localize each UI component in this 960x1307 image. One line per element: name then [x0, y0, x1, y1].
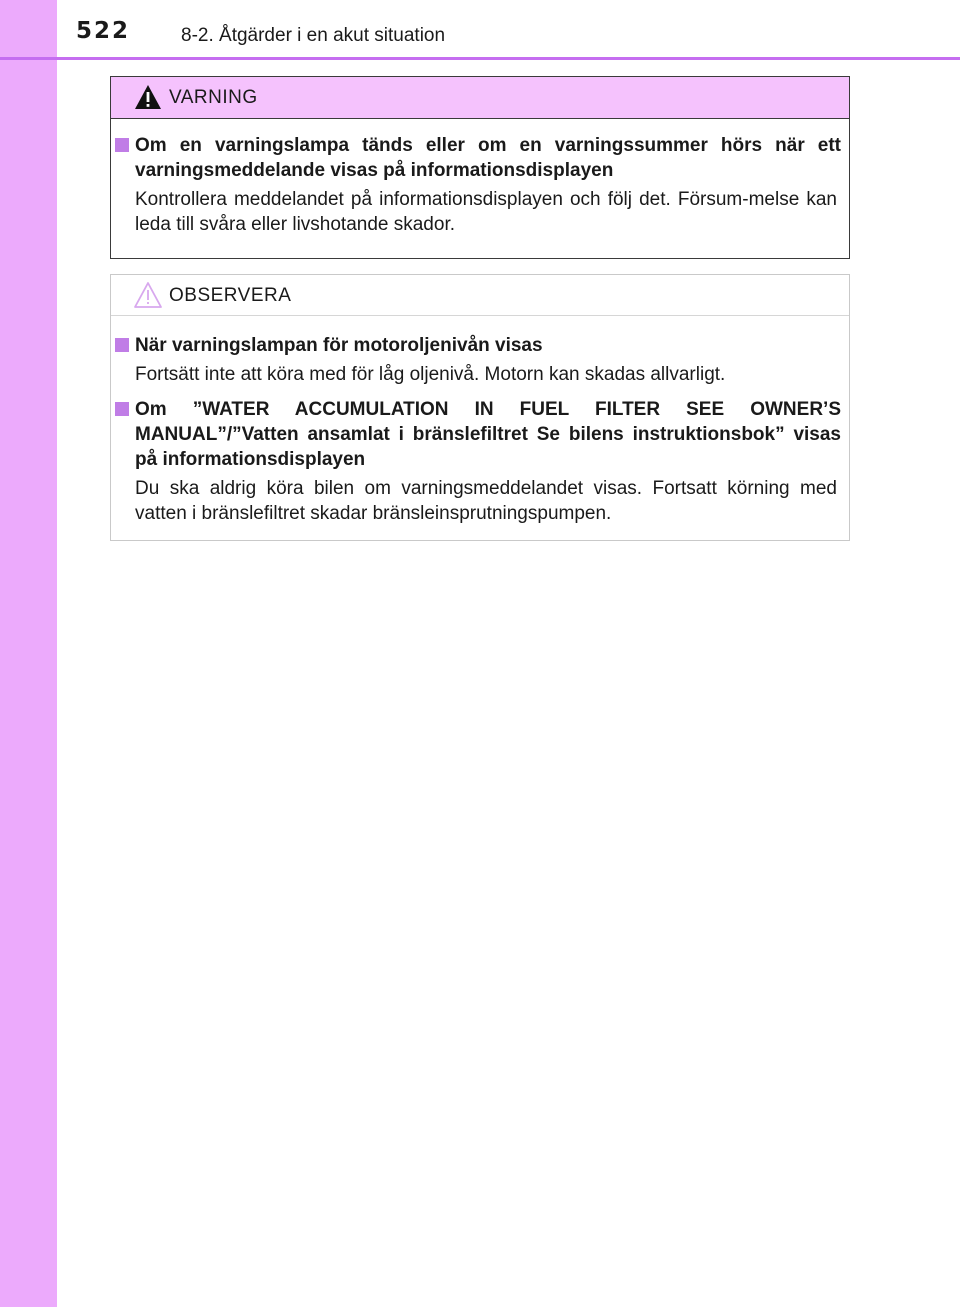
caution-box — [110, 274, 850, 541]
warning-box — [110, 76, 850, 259]
warning-item-title: Om en varningslampa tänds eller om en varningssummer hörs när ett varningsmeddelande visas på informationsdisplayen — [135, 135, 841, 181]
warning-header — [111, 77, 849, 119]
bullet-square-icon — [115, 338, 129, 352]
caution-item-title: Om ”WATER ACCUMULATION IN FUEL FILTER SEE OWNER’S MANUAL”/”Vatten ansamlat i bränslefiltret Se bilens instruktionsbok” visas på informationsdisplayen — [135, 399, 841, 470]
warning-item — [111, 133, 849, 237]
page-number: 522 — [76, 18, 131, 44]
caution-header — [111, 275, 849, 316]
header-divider — [0, 57, 960, 60]
side-color-strip — [0, 0, 57, 1307]
caution-item-body: Du ska aldrig köra bilen om varningsmeddelandet visas. Fortsatt körning med vatten i bränslefiltret skadar bränsleinsprutningspumpen. — [135, 478, 837, 524]
section-title: 8-2. Åtgärder i en akut situation — [181, 25, 446, 46]
caution-item-title: När varningslampan för motoroljenivån visas — [135, 335, 543, 356]
caution-label: OBSERVERA — [169, 285, 292, 306]
bullet-square-icon — [115, 138, 129, 152]
warning-item-body: Kontrollera meddelandet på informationsdisplayen och följ det. Försum-melse kan leda till svåra eller livshotande skador. — [135, 189, 837, 235]
caution-item — [111, 333, 849, 387]
caution-triangle-icon — [133, 281, 163, 309]
caution-item-body: Fortsätt inte att köra med för låg oljenivå. Motorn kan skadas allvarligt. — [135, 364, 726, 385]
bullet-square-icon — [115, 402, 129, 416]
warning-triangle-icon — [133, 83, 163, 111]
caution-item — [111, 397, 849, 526]
warning-label: VARNING — [169, 87, 258, 108]
